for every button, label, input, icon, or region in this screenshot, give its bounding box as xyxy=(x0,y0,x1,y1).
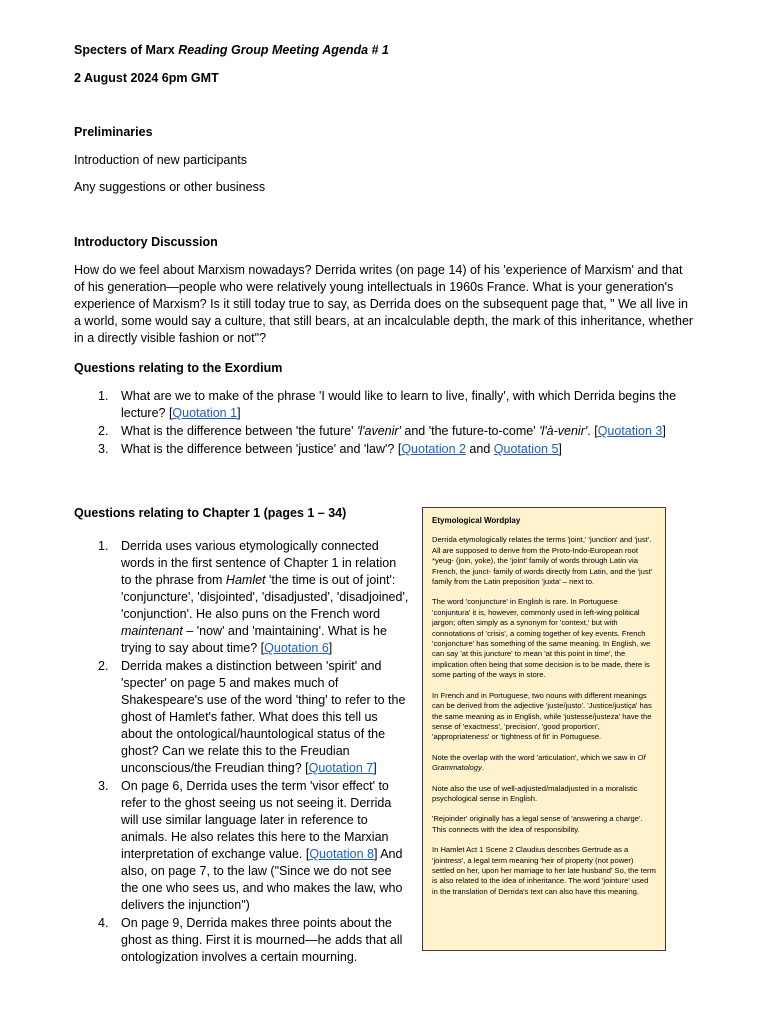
list-item: 2. What is the difference between 'the future' 'l'avenir' and 'the future-to-come' 'l'à-venir'. [Quotation 3] xyxy=(98,424,666,438)
list-item: 3. On page 6, Derrida uses the term 'visor effect' to refer to the ghost seeing us not seeing it. Derrida will use similar language later in reference to animals. He also relates this here to the Marxian interpretation of exchange value. [Quotation 8] And also, on page 7, to the law ("Since we do not see the one who sees us, and who makes the law, who delivers the injunction") xyxy=(98,779,403,912)
list-item: 1. Derrida uses various etymologically connected words in the first sentence of Chapter 1 in relation to the phrase from Hamlet 'the time is out of joint': 'conjuncture', 'disjointed', 'disadjusted', 'disadjoined', 'conjunction'. He also puns on the French word maintenant – 'now' and 'maintaining'. What is he trying to say about time? [Quotation 6] xyxy=(98,539,409,655)
meeting-date: 2 August 2024 6pm GMT xyxy=(74,71,219,85)
sidebox-paragraph: Note also the use of well-adjusted/maladjusted in a moralistic psychological sense in English. xyxy=(432,783,638,803)
chapter1-questions xyxy=(74,538,410,967)
preliminaries-item: Any suggestions or other business xyxy=(74,180,266,194)
etymology-sidebox xyxy=(422,507,666,951)
list-item: 1. What are we to make of the phrase 'I would like to learn to live, finally', with which Derrida begins the lecture? [Quotation 1] xyxy=(98,389,677,420)
quotation-link[interactable]: Quotation 5 xyxy=(493,442,559,456)
intro-paragraph: How do we feel about Marxism nowadays? Derrida writes (on page 14) of his 'experience of Marxism' and that of his generation—people who were relatively young intellectuals in 1960s France. What is your generation's experience of Marxism? Is it still today true to say, as Derrida does on the subsequent page that, " We all live in a world, some would say a culture, that still bears, at an incalculable depth, the mark of this inheritance, whether in a directly visible fashion or not"? xyxy=(74,263,694,345)
sidebox-paragraph: Note the overlap with the word 'articulation', which we saw in Of Grammatology. xyxy=(432,752,646,773)
sidebox-paragraph: The word 'conjuncture' in English is rare. In Portuguese 'conjuntura' it is, however, commonly used in left-wing political jargon; often simply as a synonym for 'context,' but with connotations of 'crisis', a coming together of key events. French 'conjoncture' has something of the same meaning. In English, we can say 'at this juncture' to mean 'at this point in time', the implication often being that some decision is to be made, there is some parting of the ways in store. xyxy=(432,597,651,680)
quotation-link[interactable]: Quotation 6 xyxy=(264,641,329,655)
chapter1-heading: Questions relating to Chapter 1 (pages 1 – 34) xyxy=(74,506,347,520)
sidebox-paragraph: In French and in Portuguese, two nouns with different meanings can be derived from the adjective 'juste/justo'. 'Justice/justiça' has the same meaning as in English, while 'justesse/justeza' have the sense of 'exactness', 'precision', 'good proportion', 'appropriateness' or 'tightness of fit' in Portuguese. xyxy=(432,690,652,742)
quotation-link[interactable]: Quotation 2 xyxy=(401,442,466,456)
sidebox-paragraph: 'Rejoinder' originally has a legal sense of 'answering a charge'. This connects with the idea of responsibility. xyxy=(432,814,643,834)
sidebox-title: Etymological Wordplay xyxy=(432,516,521,525)
quotation-link[interactable]: Quotation 3 xyxy=(597,424,663,438)
title-italic: Reading Group Meeting Agenda # 1 xyxy=(178,43,389,57)
sidebox-paragraph: Derrida etymologically relates the terms 'joint,' 'junction' and 'just'. All are supposed to derive from the Proto-Indo-European root *yeug- (join, yoke), the 'joint' family of words through Latin via French, the junct- family of words directly from Latin, and the 'just' family from the Latin preposition 'juxta' – next to. xyxy=(432,535,653,587)
exordium-heading: Questions relating to the Exordium xyxy=(74,361,283,375)
quotation-link[interactable]: Quotation 1 xyxy=(172,406,238,420)
sidebox-paragraph: In Hamlet Act 1 Scene 2 Claudius describes Gertrude as a 'jointress', a legal term meaning 'heir of property (not power) settled on her, upon her marriage to her late husband' So, the term is also related to the idea of inheritance. The word 'jointure' used in the translation of Derrida's text can also have this meaning. xyxy=(432,845,656,896)
quotation-link[interactable]: Quotation 8 xyxy=(309,847,374,861)
list-item: 3. What is the difference between 'justice' and 'law'? [Quotation 2 and Quotation 5] xyxy=(98,442,562,456)
list-item: 2. Derrida makes a distinction between 'spirit' and 'specter' on page 5 and makes much of Shakespeare's use of the word 'thing' to refer to the ghost of Hamlet's father. What does this tell us about the ontological/hauntological status of the ghost? Can we relate this to the Freudian unconscious/the Freudian thing? [Quotation 7] xyxy=(98,659,406,775)
exordium-questions xyxy=(74,388,696,459)
title-plain: Specters of Marx xyxy=(74,43,179,57)
intro-heading: Introductory Discussion xyxy=(74,235,218,249)
quotation-link[interactable]: Quotation 7 xyxy=(308,761,374,775)
preliminaries-heading: Preliminaries xyxy=(74,125,153,139)
document-title xyxy=(74,43,389,57)
list-item: 4. On page 9, Derrida makes three points about the ghost as thing. First it is mourned—he adds that all ontologization involves a certain mourning. xyxy=(98,916,403,964)
preliminaries-item: Introduction of new participants xyxy=(74,153,248,167)
